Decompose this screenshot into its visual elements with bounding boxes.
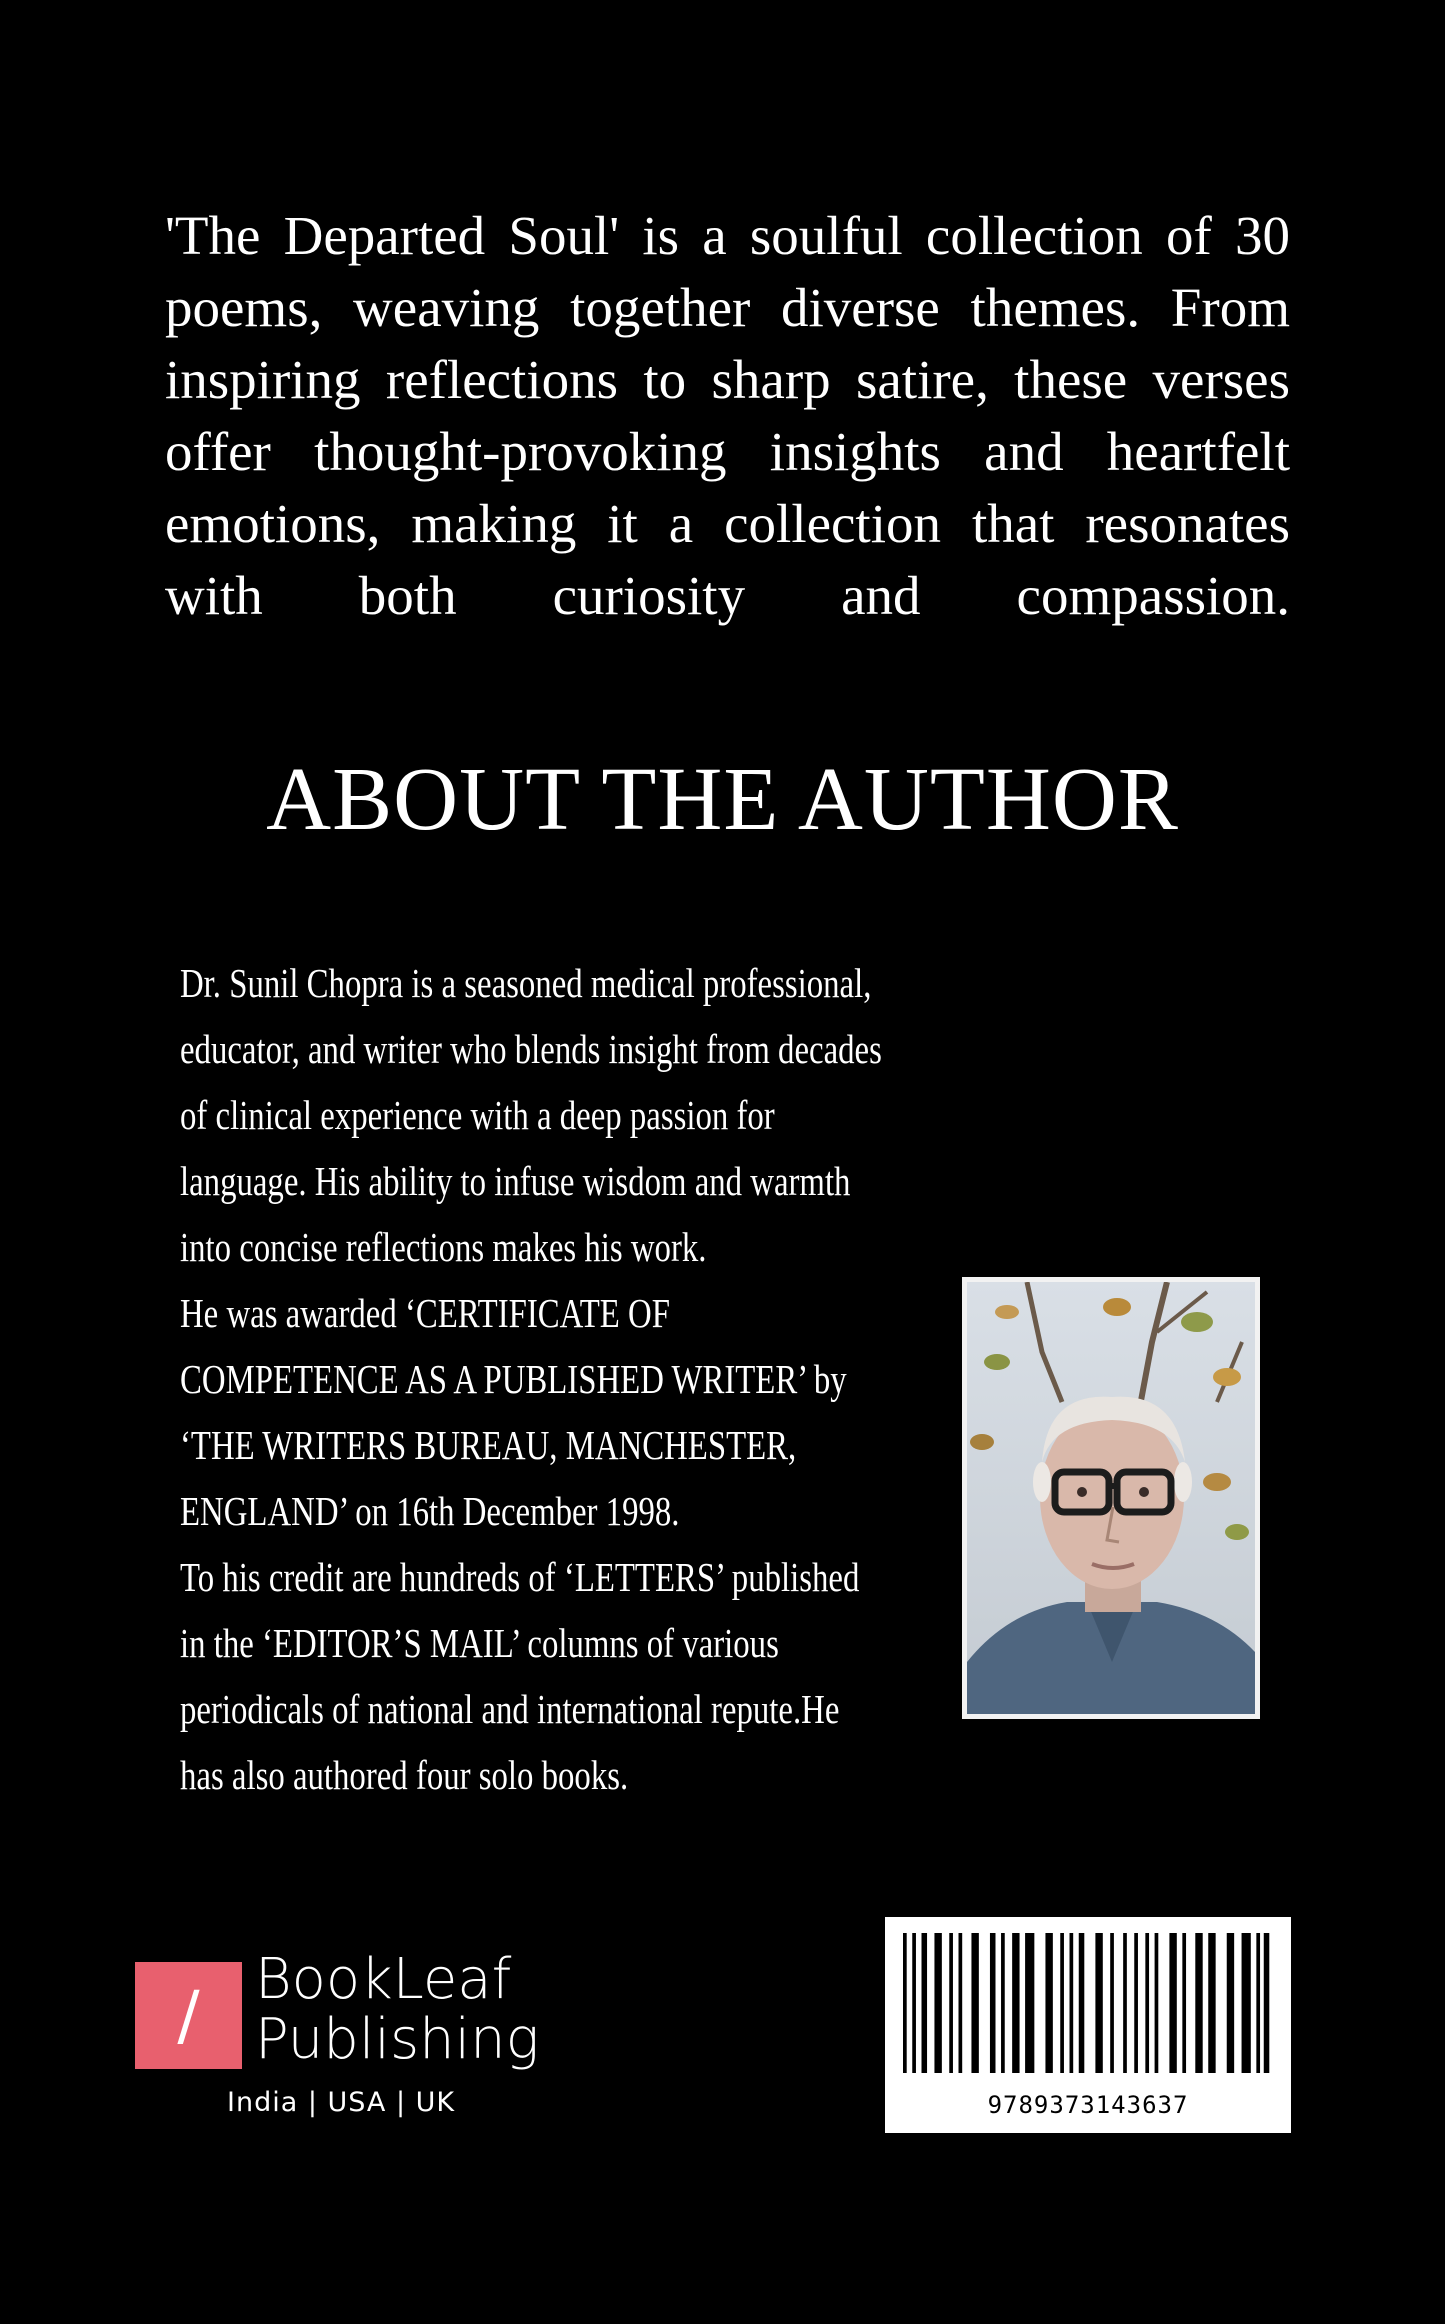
bio-line: COMPETENCE AS A PUBLISHED WRITER’ by	[180, 1356, 847, 1402]
barcode-bar	[1208, 1933, 1215, 2073]
bio-line: To his credit are hundreds of ‘LETTERS’ published	[180, 1554, 860, 1600]
bio-line: educator, and writer who blends insight from decades	[180, 1026, 882, 1072]
bio-line: ENGLAND’ on 16th December 1998.	[180, 1488, 680, 1534]
barcode-bar	[971, 1933, 978, 2073]
barcode-bar	[1242, 1933, 1251, 2073]
barcode-bar	[1182, 1933, 1186, 2073]
barcode-bar	[903, 1933, 907, 2073]
barcode-bar	[1123, 1933, 1127, 2073]
publisher-name-line2: Publishing	[255, 2007, 540, 2072]
publisher-name-line1: BookLeaf	[255, 1947, 512, 2012]
barcode-bar	[1134, 1933, 1138, 2073]
publisher-logo	[135, 1947, 555, 2135]
barcode-bars	[885, 1917, 1291, 2087]
barcode-bar	[1155, 1933, 1159, 2073]
barcode-bar	[990, 1933, 996, 2073]
bio-line: in the ‘EDITOR’S MAIL’ columns of various	[180, 1620, 779, 1666]
bio-line: He was awarded ‘CERTIFICATE OF	[180, 1290, 670, 1336]
author-portrait-image	[967, 1282, 1255, 1714]
author-bio	[180, 950, 900, 1808]
barcode-bar	[949, 1933, 953, 2073]
barcode-bar	[1256, 1933, 1260, 2073]
barcode-bar	[1195, 1933, 1202, 2073]
barcode-bar	[1227, 1933, 1234, 2073]
barcode-bar	[922, 1933, 928, 2073]
bio-line: ‘THE WRITERS BUREAU, MANCHESTER,	[180, 1422, 797, 1468]
barcode-bar	[1045, 1933, 1052, 2073]
barcode-bar	[1001, 1933, 1005, 2073]
author-photo	[962, 1277, 1260, 1719]
barcode-bar	[1079, 1933, 1085, 2073]
barcode-bar	[1025, 1933, 1034, 2073]
barcode-bar	[934, 1933, 941, 2073]
isbn-number: 9789373143637	[987, 2091, 1189, 2119]
about-author-heading: ABOUT THE AUTHOR	[266, 750, 1179, 849]
barcode-bar	[1060, 1933, 1064, 2073]
publisher-name	[255, 1947, 540, 2072]
bio-line: of clinical experience with a deep passion for	[180, 1092, 775, 1138]
publisher-logo-mark: /	[135, 1962, 242, 2069]
book-blurb: 'The Departed Soul' is a soulful collection of 30 poems, weaving together diverse themes. From inspiring reflections to sharp satire, these verses offer thought-provoking insights and heartfelt emotions, making it a collection that resonates with both curiosity and compassion.	[165, 205, 1290, 626]
barcode-bar	[1095, 1933, 1102, 2073]
barcode-bar	[1070, 1933, 1074, 2073]
barcode-bar	[1012, 1933, 1019, 2073]
bio-line: has also authored four solo books.	[180, 1752, 629, 1798]
bio-line: into concise reflections makes his work.	[180, 1224, 707, 1270]
barcode-bar	[1169, 1933, 1176, 2073]
barcode-bar	[1264, 1933, 1270, 2073]
barcode-bar	[1145, 1933, 1149, 2073]
barcode-bar	[912, 1933, 916, 2073]
bio-line: Dr. Sunil Chopra is a seasoned medical professional,	[180, 960, 872, 1006]
publisher-regions: India | USA | UK	[227, 2087, 456, 2118]
isbn-barcode	[885, 1917, 1291, 2133]
bio-line: periodicals of national and international repute.He	[180, 1686, 840, 1732]
bio-line: language. His ability to infuse wisdom and warmth	[180, 1158, 851, 1204]
barcode-bar	[959, 1933, 963, 2073]
barcode-bar	[1110, 1933, 1114, 2073]
